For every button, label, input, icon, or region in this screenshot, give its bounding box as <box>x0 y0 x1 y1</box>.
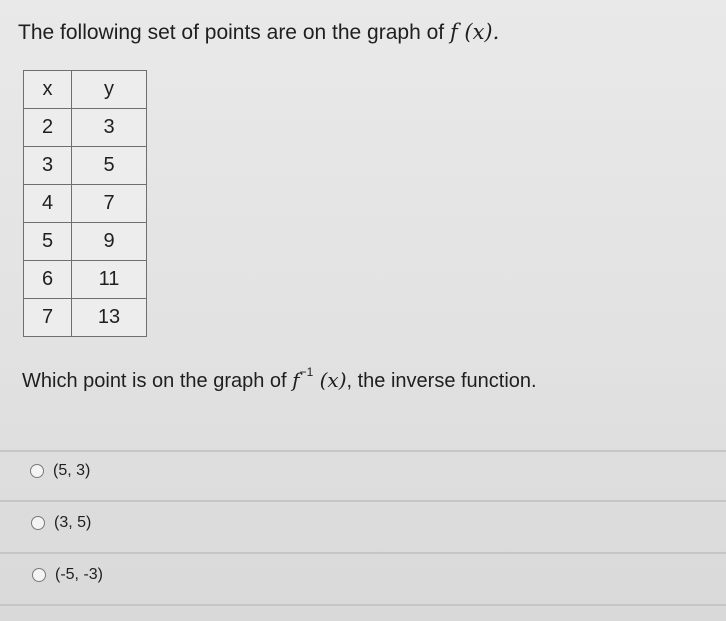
table-cell-y: 5 <box>72 147 147 185</box>
inverse-function-arg: (x) <box>313 368 347 392</box>
table-cell-x: 2 <box>24 109 72 147</box>
table-row <box>24 147 147 185</box>
answer-option-3[interactable] <box>32 566 103 584</box>
radio-icon[interactable] <box>31 516 45 530</box>
table-cell-y: 3 <box>72 109 147 147</box>
prompt-text: Which point is on the graph of <box>22 370 293 392</box>
inverse-function-f: f <box>292 368 300 392</box>
table-row <box>24 299 147 337</box>
answer-option-2[interactable] <box>31 514 91 532</box>
table-cell-y: 9 <box>72 223 147 261</box>
points-table <box>23 70 147 337</box>
table-cell-x: 4 <box>24 185 72 223</box>
table-row <box>24 185 147 223</box>
option-divider <box>0 450 726 452</box>
prompt-suffix: , the inverse function. <box>346 370 537 392</box>
question-intro-text: The following set of points are on the graph of <box>18 21 450 44</box>
table-row <box>24 109 147 147</box>
answer-option-label: (5, 3) <box>53 462 91 479</box>
question-prompt <box>22 365 537 393</box>
table-cell-x: 6 <box>24 261 72 299</box>
option-divider <box>0 500 726 502</box>
table-cell-x: 7 <box>24 299 72 337</box>
table-cell-y: 13 <box>72 299 147 337</box>
table-cell-x: 3 <box>24 147 72 185</box>
question-intro <box>18 20 499 45</box>
table-row <box>24 223 147 261</box>
table-cell-x: 5 <box>24 223 72 261</box>
table-header-x: x <box>24 71 72 109</box>
function-notation: f (x). <box>449 20 500 44</box>
table-cell-y: 11 <box>72 261 147 299</box>
table-cell-y: 7 <box>72 185 147 223</box>
table-row <box>24 261 147 299</box>
table-header-y: y <box>72 71 147 109</box>
answer-option-label: (-5, -3) <box>55 566 103 583</box>
inverse-exponent: −1 <box>299 365 314 380</box>
answer-option-1[interactable] <box>30 462 90 480</box>
radio-icon[interactable] <box>30 464 44 478</box>
table-header-row <box>24 71 147 109</box>
option-divider <box>0 604 726 606</box>
answer-option-label: (3, 5) <box>54 514 92 531</box>
radio-icon[interactable] <box>32 568 46 582</box>
option-divider <box>0 552 726 554</box>
